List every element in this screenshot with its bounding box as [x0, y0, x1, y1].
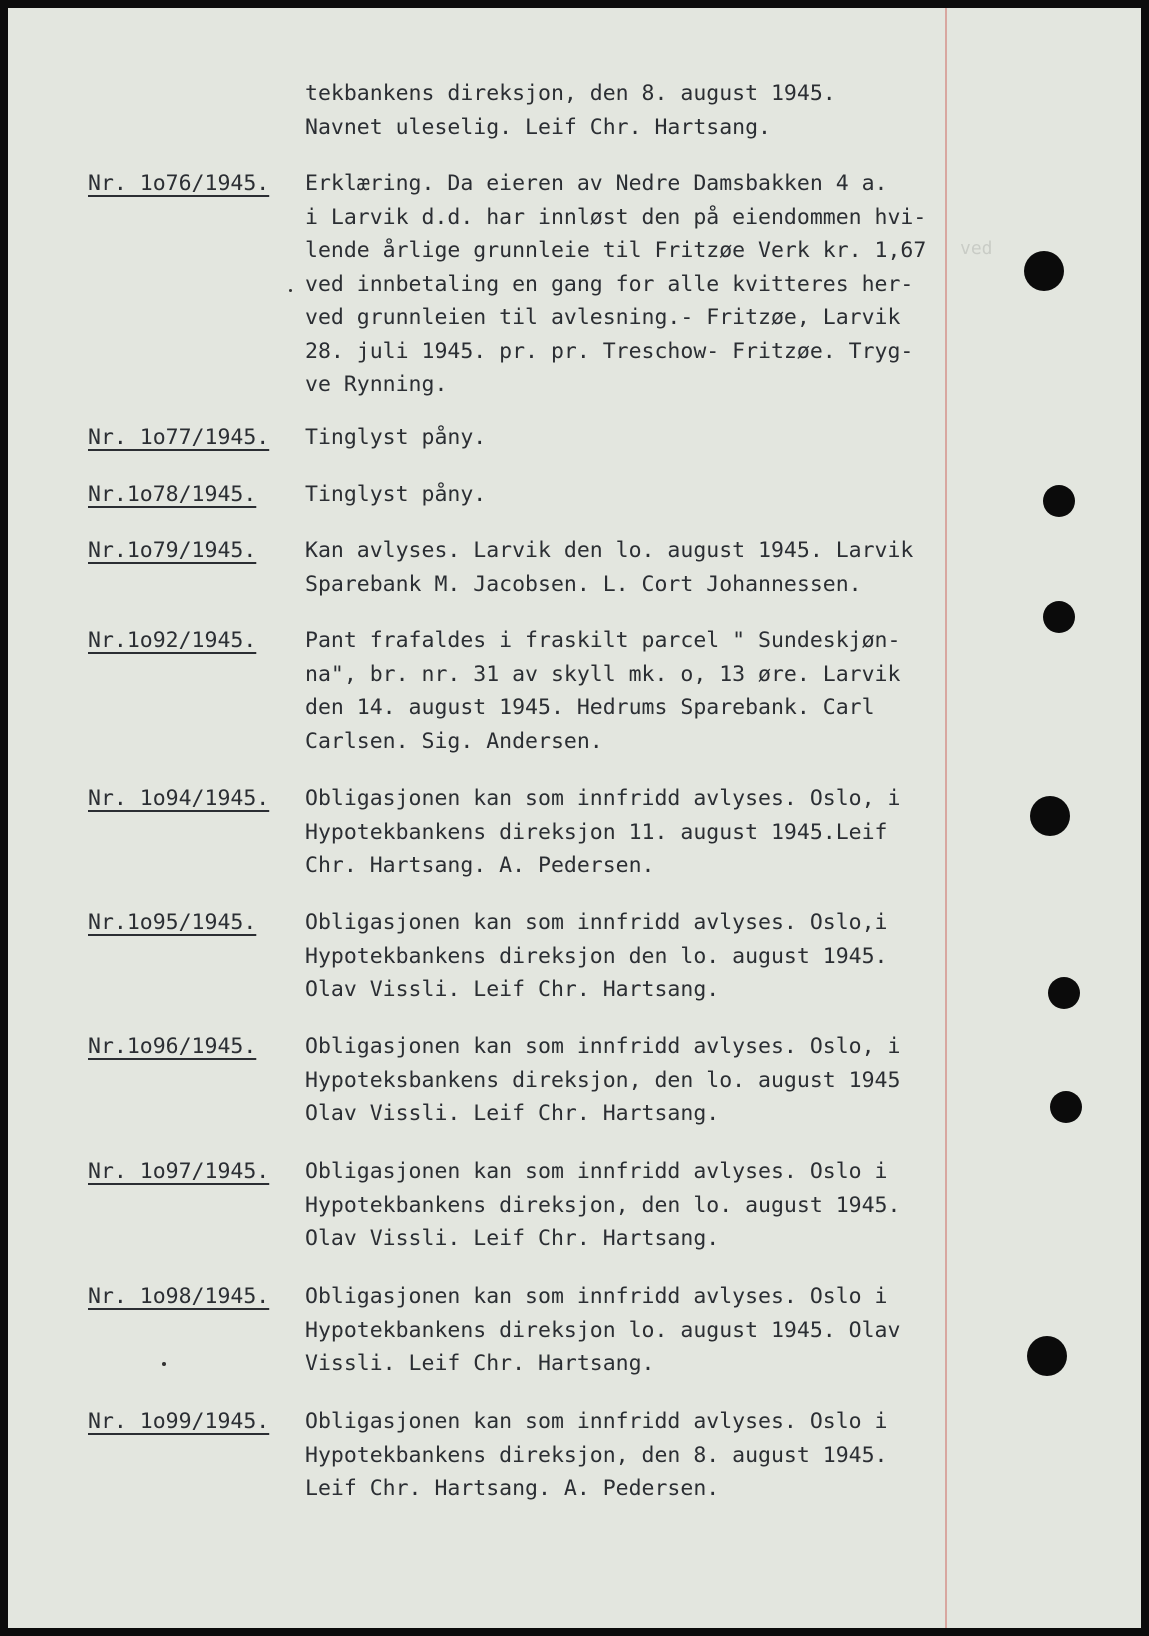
continuation-text [305, 77, 836, 144]
entry-number: Nr. 1o94/1945. [88, 786, 270, 811]
text-line: Hypotekbankens direksjon, den lo. august 1945. [305, 1192, 901, 1218]
text-line: Obligasjonen kan som innfridd avlyses. Oslo, i [305, 1034, 901, 1059]
text-line: 28. juli 1945. pr. pr. Treschow- Fritzøe. Tryg- [305, 338, 914, 364]
entry-text [305, 1280, 900, 1381]
ink-speck [162, 1362, 166, 1366]
entry-text [305, 478, 486, 512]
entry-number: Nr. 1o98/1945. [88, 1284, 270, 1309]
text-line: Navnet uleselig. Leif Chr. Hartsang. [305, 114, 771, 140]
binder-hole [1024, 251, 1064, 291]
text-line: lende årlige grunnleie til Fritzøe Verk kr. 1,67 [305, 238, 927, 263]
red-margin-line [945, 8, 947, 1628]
binder-hole [1027, 1336, 1067, 1376]
text-line: Obligasjonen kan som innfridd avlyses. Oslo i [305, 1409, 888, 1434]
text-line: Vissli. Leif Chr. Hartsang. [305, 1351, 655, 1376]
text-line: ve Rynning. [305, 372, 448, 397]
text-line: Hypotekbankens direksjon, den 8. august 1945. [305, 1442, 888, 1468]
text-line: Kan avlyses. Larvik den lo. august 1945. Larvik [305, 538, 914, 563]
entry-number: Nr.1o79/1945. [88, 538, 257, 563]
entry-number: Nr. 1o97/1945. [88, 1159, 270, 1184]
text-line: Hypoteksbankens direksjon, den lo. august 1945 [305, 1067, 901, 1093]
text-line: Olav Vissli. Leif Chr. Hartsang. [305, 1226, 720, 1251]
entry-text [305, 1155, 900, 1256]
entry-number: Nr. 1o99/1945. [88, 1409, 270, 1434]
binder-hole [1048, 977, 1080, 1009]
text-line: na", br. nr. 31 av skyll mk. o, 13 øre. Larvik [305, 661, 901, 687]
text-line: Leif Chr. Hartsang. A. Pedersen. [305, 1476, 720, 1501]
entry-text [305, 534, 913, 601]
document-page [8, 8, 1141, 1628]
text-line: Olav Vissli. Leif Chr. Hartsang. [305, 1101, 720, 1126]
binder-hole [1043, 485, 1075, 517]
entry-text [305, 782, 900, 883]
text-line: Tinglyst påny. [305, 425, 487, 450]
text-line: Pant frafaldes i fraskilt parcel " Sundeskjøn- [305, 628, 901, 653]
text-line: Olav Vissli. Leif Chr. Hartsang. [305, 977, 720, 1002]
text-line: Tinglyst påny. [305, 482, 487, 507]
entry-number: Nr. 1o77/1945. [88, 425, 270, 450]
ink-speck [289, 289, 292, 292]
text-line: Obligasjonen kan som innfridd avlyses. Oslo i [305, 1284, 888, 1309]
entry-number: Nr.1o96/1945. [88, 1034, 257, 1059]
entry-text [305, 906, 887, 1007]
text-line: Erklæring. Da eieren av Nedre Damsbakken 4 a. [305, 171, 888, 196]
text-line: ved innbetaling en gang for alle kvitteres her- [305, 271, 914, 297]
binder-hole [1043, 601, 1075, 633]
entry-text [305, 421, 486, 455]
margin-ghost-text: ved [960, 238, 993, 259]
text-line: ved grunnleien til avlesning.- Fritzøe, Larvik [305, 305, 901, 330]
text-line: Hypotekbankens direksjon den lo. august 1945. [305, 943, 888, 969]
entry-text [305, 1405, 887, 1506]
text-line: Chr. Hartsang. A. Pedersen. [305, 853, 655, 878]
entry-text [305, 167, 926, 402]
text-line: Carlsen. Sig. Andersen. [305, 728, 603, 754]
entry-number: Nr.1o78/1945. [88, 482, 257, 507]
binder-hole [1030, 796, 1070, 836]
text-line: Hypotekbankens direksjon lo. august 1945. Olav [305, 1317, 901, 1343]
entry-text [305, 624, 900, 758]
text-line: Obligasjonen kan som innfridd avlyses. Oslo i [305, 1159, 888, 1184]
text-line: Sparebank M. Jacobsen. L. Cort Johannessen. [305, 571, 862, 597]
entry-text [305, 1030, 900, 1131]
entry-number: Nr. 1o76/1945. [88, 171, 270, 196]
text-line: Obligasjonen kan som innfridd avlyses. Oslo,i [305, 910, 888, 935]
text-line: Obligasjonen kan som innfridd avlyses. Oslo, i [305, 786, 901, 811]
text-line: tekbankens direksjon, den 8. august 1945. [305, 81, 836, 106]
text-line: den 14. august 1945. Hedrums Sparebank. Carl [305, 695, 875, 720]
text-line: i Larvik d.d. har innløst den på eiendommen hvi- [305, 204, 927, 230]
entry-number: Nr.1o92/1945. [88, 628, 257, 653]
binder-hole [1050, 1091, 1082, 1123]
text-line: Hypotekbankens direksjon 11. august 1945.Leif [305, 819, 888, 845]
entry-number: Nr.1o95/1945. [88, 910, 257, 935]
